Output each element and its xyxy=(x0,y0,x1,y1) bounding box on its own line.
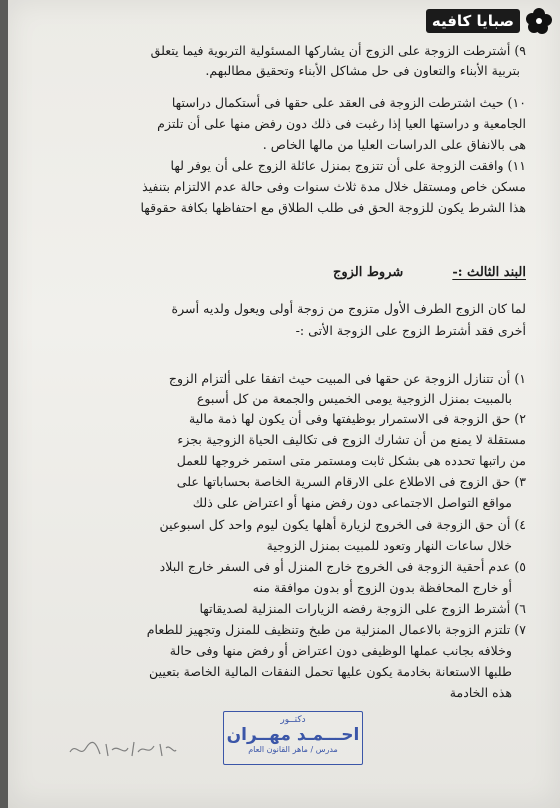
list-item-line: ٣) حق الزوج فى الاطلاع على الارقام السرية الخاصة بحساباتها على xyxy=(176,474,526,489)
list-item-line: ٧) تلتزم الزوجة بالاعمال المنزلية من طبخ وتنظيف للمنزل وتجهيز للطعام xyxy=(146,622,526,637)
list-item-line: وخلافه بجانب عملها الوظيفى دون اعتراض أو رفض منها وفى حالة xyxy=(169,643,512,658)
section-label: البند الثالث :- xyxy=(452,265,526,280)
paragraph-line: هذا الشرط يكون للزوجة الحق فى طلب الطلاق مع احتفاظها بكافة حقوقها xyxy=(140,200,526,215)
conditions-list xyxy=(36,370,526,710)
paragraph-line: بتربية الأبناء والتعاون فى حل مشاكل الأبناء وتحقيق مطالبهم. xyxy=(205,63,520,78)
watermark xyxy=(426,4,554,38)
list-item-line: من راتبها تحدده هى بشكل ثابت ومستمر متى استمر خروجها للعمل xyxy=(176,453,526,468)
stamp-line-1: دكتــور xyxy=(280,715,306,725)
paragraph-line: الجامعية و دراستها العيا إذا رغبت فى ذلك دون رفض منها على أن تلتزم xyxy=(157,116,526,131)
section-title: شروط الزوج xyxy=(332,265,404,280)
paragraph-line: ١١) وافقت الزوجة على أن تتزوج بمنزل عائلة الزوج على أن يوفر لها xyxy=(170,158,526,173)
section-heading xyxy=(333,265,526,280)
list-item-line: خلال ساعات النهار وتعود للمبيت بمنزل الزوجية xyxy=(266,538,512,553)
list-item-line: مستقلة لا يمنع من أن تشارك الزوج فى تكاليف الحياة الزوجية بجزء xyxy=(177,432,526,447)
top-paragraphs xyxy=(56,42,526,222)
intro-paragraph xyxy=(46,300,526,346)
paragraph-line: ١٠) حيث اشترطت الزوجة فى العقد على حقها فى أستكمال دراستها xyxy=(171,95,526,110)
list-item-line: ٢) حق الزوجة فى الاستمرار بوظيفتها وفى أن يكون لها ذمة مالية xyxy=(188,411,526,426)
list-item-line: ٦) أشترط الزوج على الزوجة رفضه الزيارات المنزلية لصديقاتها xyxy=(199,601,526,616)
list-item-line: ٥) عدم أحقية الزوجة فى الخروج خارج المنزل أو فى السفر خارج البلاد xyxy=(159,559,526,574)
stamp xyxy=(223,711,363,765)
paragraph-line: ٩) أشترطت الزوجة على الزوج أن يشاركها المسئولية التربوية فيما يتعلق xyxy=(150,43,526,58)
list-item-line: أو خارج المحافظة بدون الزوج أو بدون موافقة منه xyxy=(252,580,512,595)
list-item-line: ١) أن تتنازل الزوجة عن حقها فى المبيت حيث اتفقا على ألتزام الزوج xyxy=(168,371,526,386)
signature-scribble xyxy=(68,738,178,760)
list-item-line: هذه الخادمة xyxy=(449,685,512,700)
watermark-text: صبايا كافيه xyxy=(426,9,520,33)
list-item-line: بالمبيت بمنزل الزوجية يومى الخميس والجمعة من كل أسبوع xyxy=(196,391,512,406)
document-page xyxy=(8,0,560,808)
list-item-line: ٤) أن حق الزوجة فى الخروج لزيارة أهلها يكون ليوم واحد كل اسبوعين xyxy=(159,517,526,532)
list-item-line: مواقع التواصل الاجتماعى دون رفض منها أو اعتراض على ذلك xyxy=(192,495,512,510)
paragraph-line: هى بالانفاق على الدراسات العليا من مالها الخاص . xyxy=(262,137,526,152)
stamp-name: احـــمـد مهــران xyxy=(226,725,360,745)
paragraph-line: مسكن خاص ومستقل خلال مدة ثلاث سنوات وفى حالة عدم الالتزام بتنفيذ xyxy=(142,179,526,194)
paragraph-line: أخرى فقد أشترط الزوج على الزوجة الأتى :- xyxy=(295,323,526,338)
stamp-line-3: مدرس / ماهر القانون العام xyxy=(248,745,338,754)
paragraph-line: لما كان الزوج الطرف الأول متزوج من زوجة أولى ويعول ولديه أسرة xyxy=(171,301,526,316)
flower-logo-icon xyxy=(524,6,554,36)
list-item-line: طلبها الاستعانة بخادمة يكون عليها تحمل النفقات المالية الخاصة بتعيين xyxy=(149,664,512,679)
